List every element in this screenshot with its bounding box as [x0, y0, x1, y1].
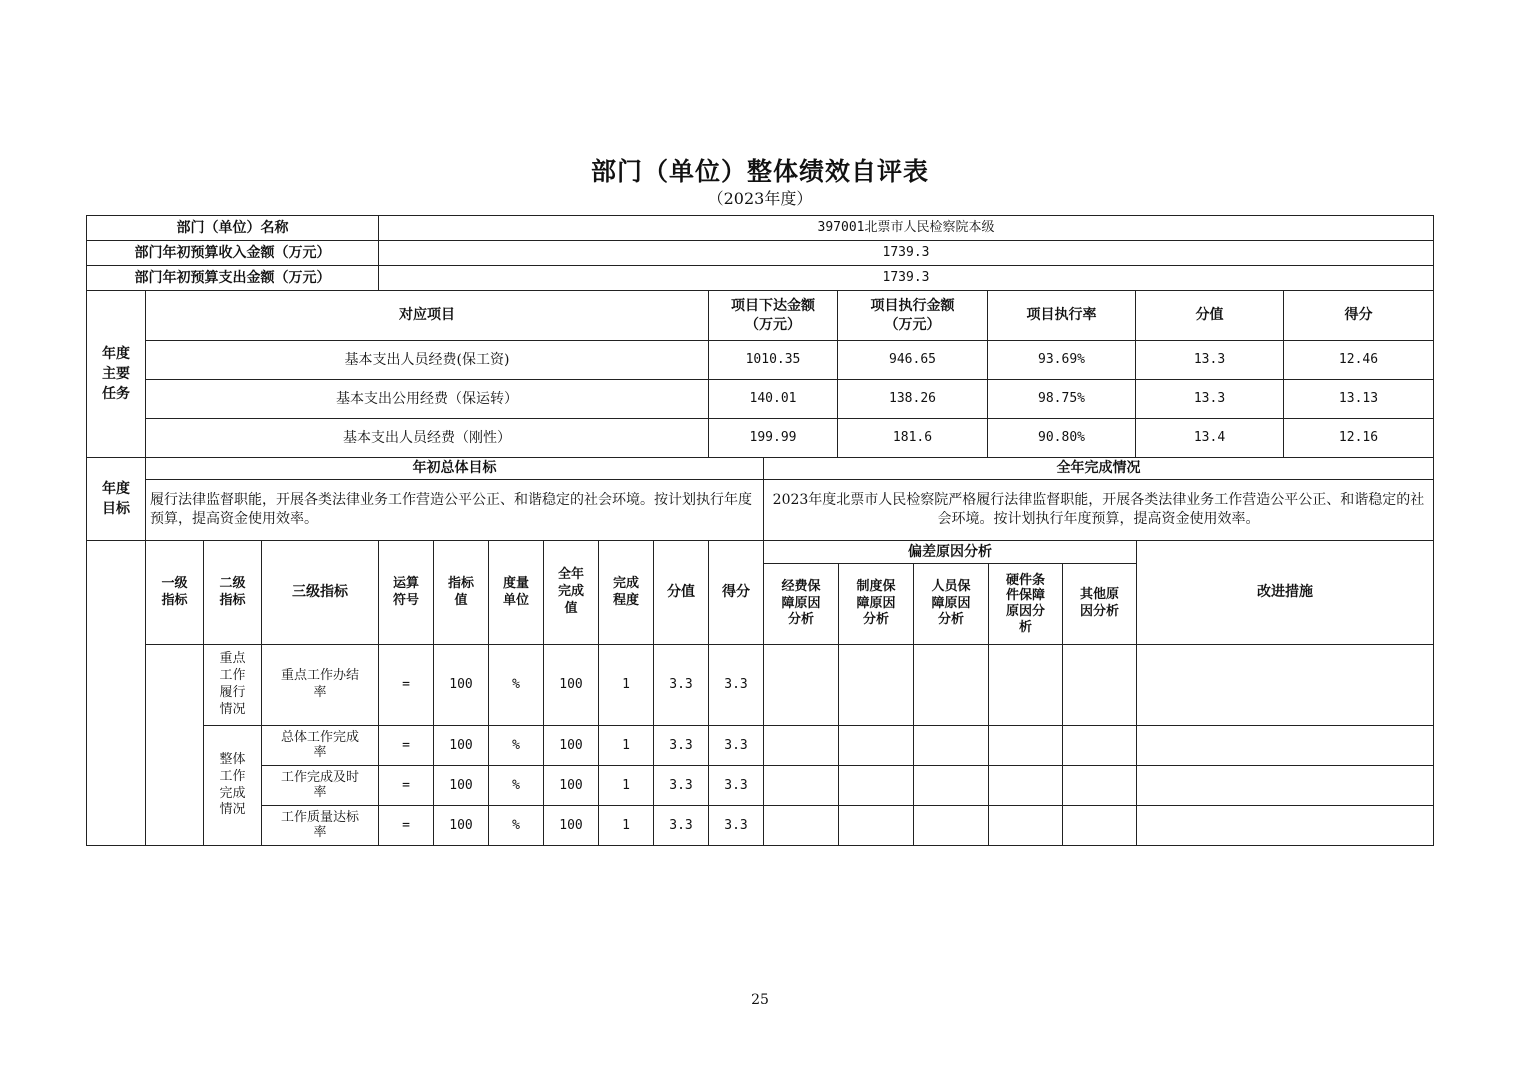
other-cell — [1063, 726, 1137, 766]
system-cell — [839, 645, 914, 726]
funding-cell — [764, 645, 839, 726]
degree-cell: 1 — [599, 726, 654, 766]
task-rate: 93.69% — [988, 341, 1136, 380]
table-row — [87, 726, 1434, 766]
task-executed: 181.6 — [838, 419, 988, 458]
task-score-value: 13.3 — [1136, 380, 1284, 419]
tasks-table — [86, 290, 1434, 458]
task-score: 12.16 — [1284, 419, 1434, 458]
page-number: 25 — [751, 992, 769, 1008]
col-actual: 全年 完成 值 — [544, 541, 599, 645]
tasks-col-issued: 项目下达金额 （万元） — [709, 291, 838, 341]
col-deviation: 偏差原因分析 — [764, 541, 1137, 564]
task-score: 12.46 — [1284, 341, 1434, 380]
tasks-col-score-value: 分值 — [1136, 291, 1284, 341]
operator-cell: = — [379, 726, 434, 766]
goals-initial-text: 履行法律监督职能，开展各类法律业务工作营造公平公正、和谐稳定的社会环境。按计划执行年度预算，提高资金使用效率。 — [146, 480, 764, 541]
task-project: 基本支出人员经费(保工资) — [146, 341, 709, 380]
goals-completion-header: 全年完成情况 — [764, 458, 1434, 480]
page-subtitle: （2023年度） — [707, 189, 813, 208]
score-cell: 3.3 — [709, 726, 764, 766]
col-funding: 经费保 障原因 分析 — [764, 564, 839, 645]
score-cell: 3.3 — [709, 645, 764, 726]
system-cell — [839, 766, 914, 806]
task-issued: 1010.35 — [709, 341, 838, 380]
expense-value: 1739.3 — [379, 266, 1434, 291]
income-value: 1739.3 — [379, 241, 1434, 266]
score-value-cell: 3.3 — [654, 766, 709, 806]
improvement-cell — [1137, 806, 1434, 846]
personnel-cell — [914, 766, 989, 806]
personnel-cell — [914, 726, 989, 766]
table-row — [87, 645, 1434, 726]
col-target: 指标 值 — [434, 541, 489, 645]
score-value-cell: 3.3 — [654, 806, 709, 846]
task-score-value: 13.4 — [1136, 419, 1284, 458]
level2-cell: 整体 工作 完成 情况 — [204, 726, 262, 846]
task-rate: 90.80% — [988, 419, 1136, 458]
goals-table — [86, 457, 1434, 541]
table-row — [87, 766, 1434, 806]
tasks-col-executed: 项目执行金额 （万元） — [838, 291, 988, 341]
indicators-left-margin — [87, 541, 146, 846]
degree-cell: 1 — [599, 766, 654, 806]
income-label: 部门年初预算收入金额（万元） — [87, 241, 379, 266]
level3-cell: 工作质量达标 率 — [262, 806, 379, 846]
task-issued: 140.01 — [709, 380, 838, 419]
score-cell: 3.3 — [709, 766, 764, 806]
level3-cell: 重点工作办结 率 — [262, 645, 379, 726]
degree-cell: 1 — [599, 806, 654, 846]
table-row — [87, 380, 1434, 419]
target-cell: 100 — [434, 726, 489, 766]
funding-cell — [764, 726, 839, 766]
col-personnel: 人员保 障原因 分析 — [914, 564, 989, 645]
goals-section-label: 年度 目标 — [87, 458, 146, 541]
unit-cell: % — [489, 766, 544, 806]
other-cell — [1063, 806, 1137, 846]
task-rate: 98.75% — [988, 380, 1136, 419]
actual-cell: 100 — [544, 726, 599, 766]
unit-name-label: 部门（单位）名称 — [87, 216, 379, 241]
col-hardware: 硬件条 件保障 原因分 析 — [989, 564, 1063, 645]
funding-cell — [764, 806, 839, 846]
operator-cell: = — [379, 806, 434, 846]
unit-cell: % — [489, 645, 544, 726]
task-score: 13.13 — [1284, 380, 1434, 419]
task-project: 基本支出公用经费（保运转） — [146, 380, 709, 419]
goals-initial-header: 年初总体目标 — [146, 458, 764, 480]
other-cell — [1063, 766, 1137, 806]
col-degree: 完成 程度 — [599, 541, 654, 645]
table-row — [87, 806, 1434, 846]
col-score-value: 分值 — [654, 541, 709, 645]
col-operator: 运算 符号 — [379, 541, 434, 645]
goals-completion-text: 2023年度北票市人民检察院严格履行法律监督职能，开展各类法律业务工作营造公平公正、和谐稳定的社会环境。按计划执行年度预算，提高资金使用效率。 — [764, 480, 1434, 541]
unit-cell: % — [489, 726, 544, 766]
improvement-cell — [1137, 645, 1434, 726]
task-issued: 199.99 — [709, 419, 838, 458]
table-row — [87, 341, 1434, 380]
score-value-cell: 3.3 — [654, 645, 709, 726]
col-improvement: 改进措施 — [1137, 541, 1434, 645]
col-level3: 三级指标 — [262, 541, 379, 645]
score-cell: 3.3 — [709, 806, 764, 846]
level1-cell — [146, 645, 204, 846]
col-other: 其他原 因分析 — [1063, 564, 1137, 645]
col-system: 制度保 障原因 分析 — [839, 564, 914, 645]
task-executed: 946.65 — [838, 341, 988, 380]
expense-label: 部门年初预算支出金额（万元） — [87, 266, 379, 291]
tasks-col-score: 得分 — [1284, 291, 1434, 341]
personnel-cell — [914, 645, 989, 726]
other-cell — [1063, 645, 1137, 726]
improvement-cell — [1137, 766, 1434, 806]
col-level2: 二级 指标 — [204, 541, 262, 645]
task-score-value: 13.3 — [1136, 341, 1284, 380]
target-cell: 100 — [434, 766, 489, 806]
level3-cell: 工作完成及时 率 — [262, 766, 379, 806]
target-cell: 100 — [434, 645, 489, 726]
page-title: 部门（单位）整体绩效自评表 — [590, 157, 929, 186]
indicators-table — [86, 540, 1434, 846]
actual-cell: 100 — [544, 766, 599, 806]
tasks-section-label: 年度 主要 任务 — [87, 291, 146, 458]
system-cell — [839, 726, 914, 766]
operator-cell: = — [379, 766, 434, 806]
unit-cell: % — [489, 806, 544, 846]
tasks-col-rate: 项目执行率 — [988, 291, 1136, 341]
score-value-cell: 3.3 — [654, 726, 709, 766]
col-level1: 一级 指标 — [146, 541, 204, 645]
level2-cell: 重点 工作 履行 情况 — [204, 645, 262, 726]
target-cell: 100 — [434, 806, 489, 846]
col-unit: 度量 单位 — [489, 541, 544, 645]
task-project: 基本支出人员经费（刚性） — [146, 419, 709, 458]
header-table — [86, 215, 1434, 291]
degree-cell: 1 — [599, 645, 654, 726]
tasks-col-project: 对应项目 — [146, 291, 709, 341]
hardware-cell — [989, 806, 1063, 846]
funding-cell — [764, 766, 839, 806]
table-row — [87, 419, 1434, 458]
hardware-cell — [989, 726, 1063, 766]
personnel-cell — [914, 806, 989, 846]
col-score: 得分 — [709, 541, 764, 645]
operator-cell: = — [379, 645, 434, 726]
level3-cell: 总体工作完成 率 — [262, 726, 379, 766]
hardware-cell — [989, 645, 1063, 726]
task-executed: 138.26 — [838, 380, 988, 419]
actual-cell: 100 — [544, 806, 599, 846]
actual-cell: 100 — [544, 645, 599, 726]
system-cell — [839, 806, 914, 846]
improvement-cell — [1137, 726, 1434, 766]
unit-name-value: 397001北票市人民检察院本级 — [379, 216, 1434, 241]
hardware-cell — [989, 766, 1063, 806]
